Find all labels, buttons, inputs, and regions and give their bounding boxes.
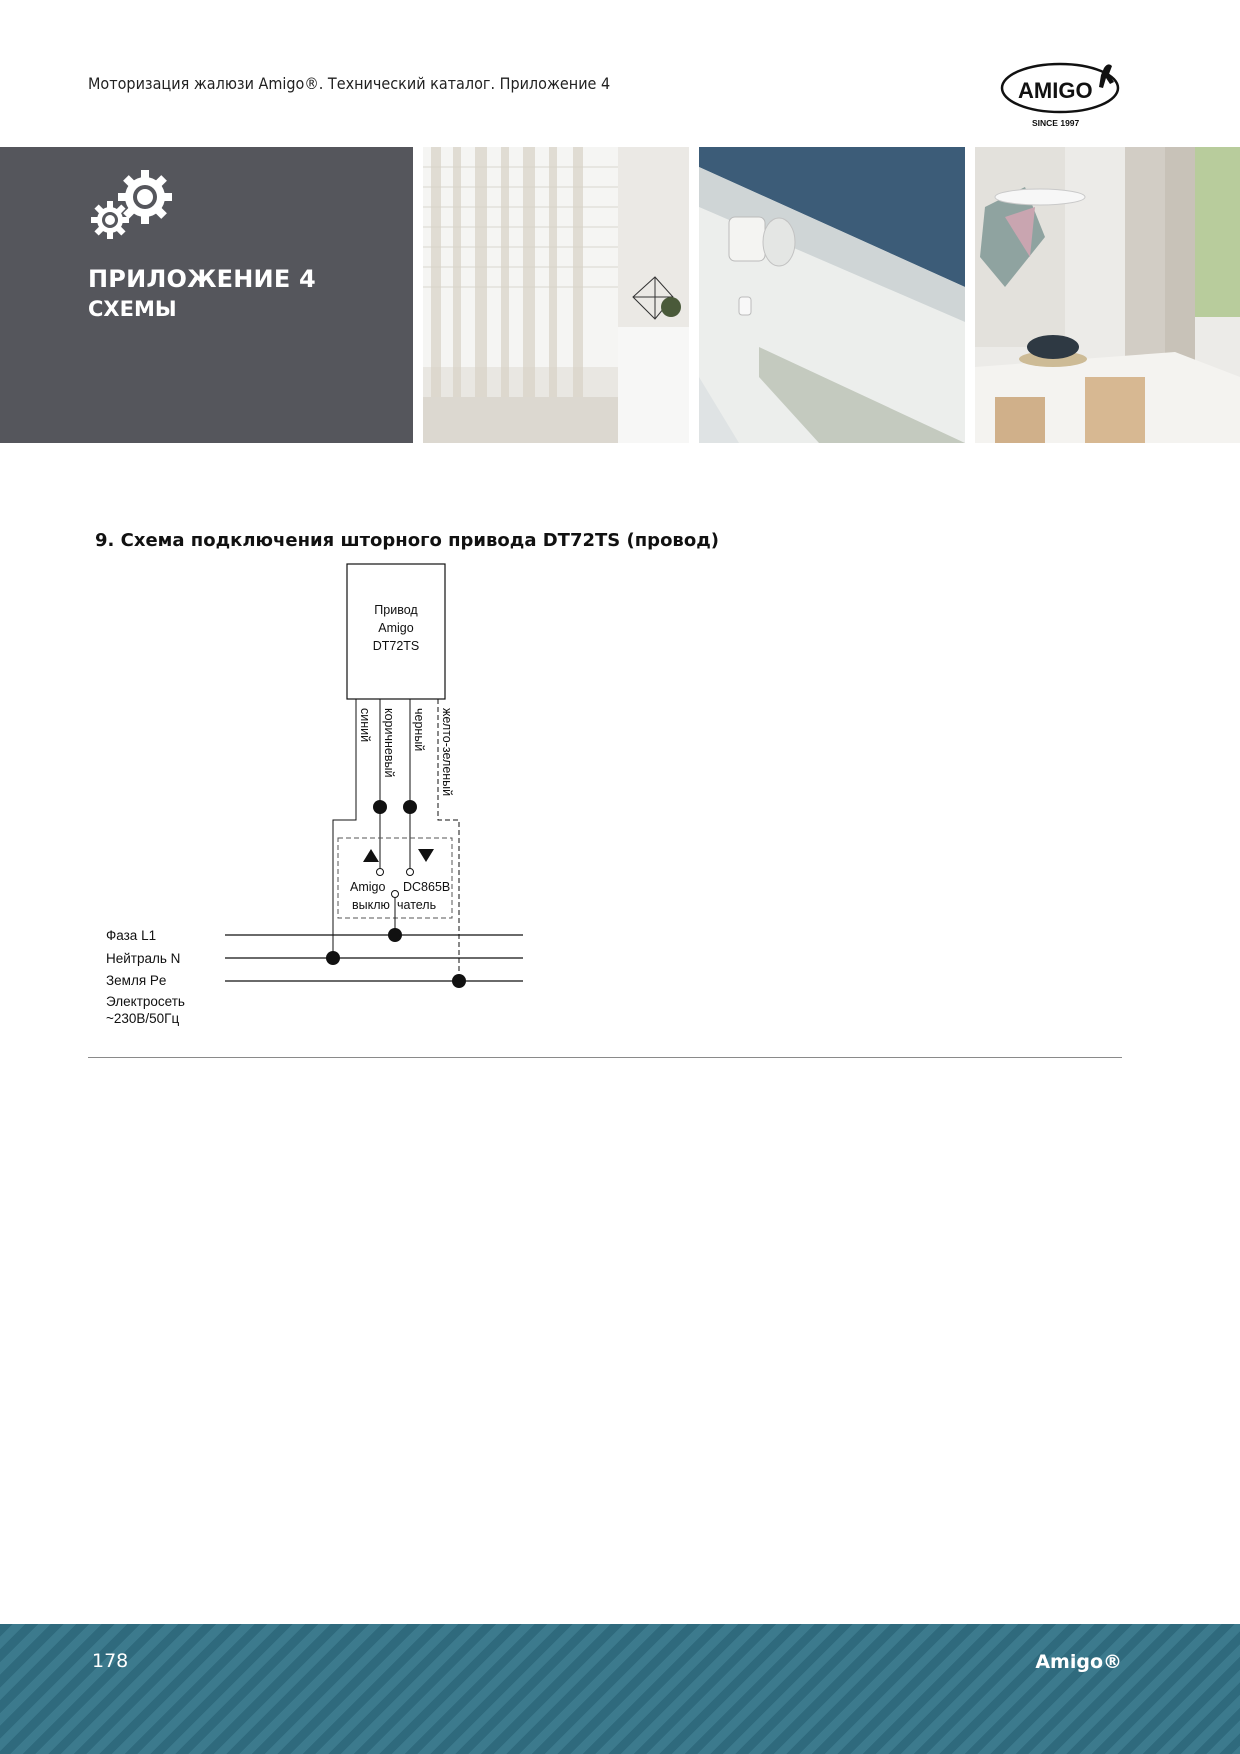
- banner-subtitle: СХЕМЫ: [88, 297, 177, 321]
- motor-label-line3: DT72TS: [372, 639, 420, 653]
- section-divider: [88, 1057, 1122, 1058]
- up-arrow-icon: [363, 849, 379, 862]
- mains-voltage-label: ~230В/50Гц: [106, 1011, 180, 1026]
- switch-label-amigo: Amigo: [350, 880, 386, 894]
- photo-roller-blind: [699, 147, 965, 443]
- motor-label-line2: Amigo: [378, 621, 414, 635]
- document-header-title: Моторизация жалюзи Amigo®. Технический каталог. Приложение 4: [88, 74, 611, 93]
- wire-label-blue: синий: [358, 708, 372, 743]
- motor-label-line1: Привод: [374, 603, 418, 617]
- mains-earth-label: Земля Pe: [106, 973, 167, 988]
- footer-brand: Amigo®: [1035, 1651, 1122, 1673]
- section-title: 9. Схема подключения шторного привода DT72TS (провод): [95, 530, 719, 551]
- wiring-diagram: [90, 560, 550, 1030]
- photo-curtains: [423, 147, 689, 443]
- logo-brand-text: AMIGO: [1018, 78, 1093, 103]
- switch-label-word-part1: выклю: [352, 898, 390, 912]
- wire-label-black: черный: [412, 708, 426, 752]
- page-footer: [0, 1624, 1240, 1754]
- amigo-logo: [1000, 58, 1126, 130]
- banner-title: ПРИЛОЖЕНИЕ 4: [88, 265, 316, 293]
- page-number: 178: [92, 1650, 129, 1672]
- mains-neutral-label: Нейтраль N: [106, 951, 181, 966]
- wire-label-brown: коричневый: [382, 708, 396, 778]
- header-banner: [0, 147, 1240, 443]
- mains-phase-label: Фаза L1: [106, 928, 157, 943]
- gears-icon: [90, 167, 176, 243]
- switch-label-word-part2: чатель: [397, 898, 437, 912]
- mains-network-label: Электросеть: [106, 994, 185, 1009]
- logo-since-text: SINCE 1997: [1032, 118, 1080, 128]
- wire-label-yellow-green: желто-зеленый: [440, 708, 454, 797]
- photo-dining-room: [975, 147, 1240, 443]
- switch-label-model: DC865B: [403, 880, 451, 894]
- down-arrow-icon: [418, 849, 434, 862]
- banner-title-panel: [0, 147, 413, 443]
